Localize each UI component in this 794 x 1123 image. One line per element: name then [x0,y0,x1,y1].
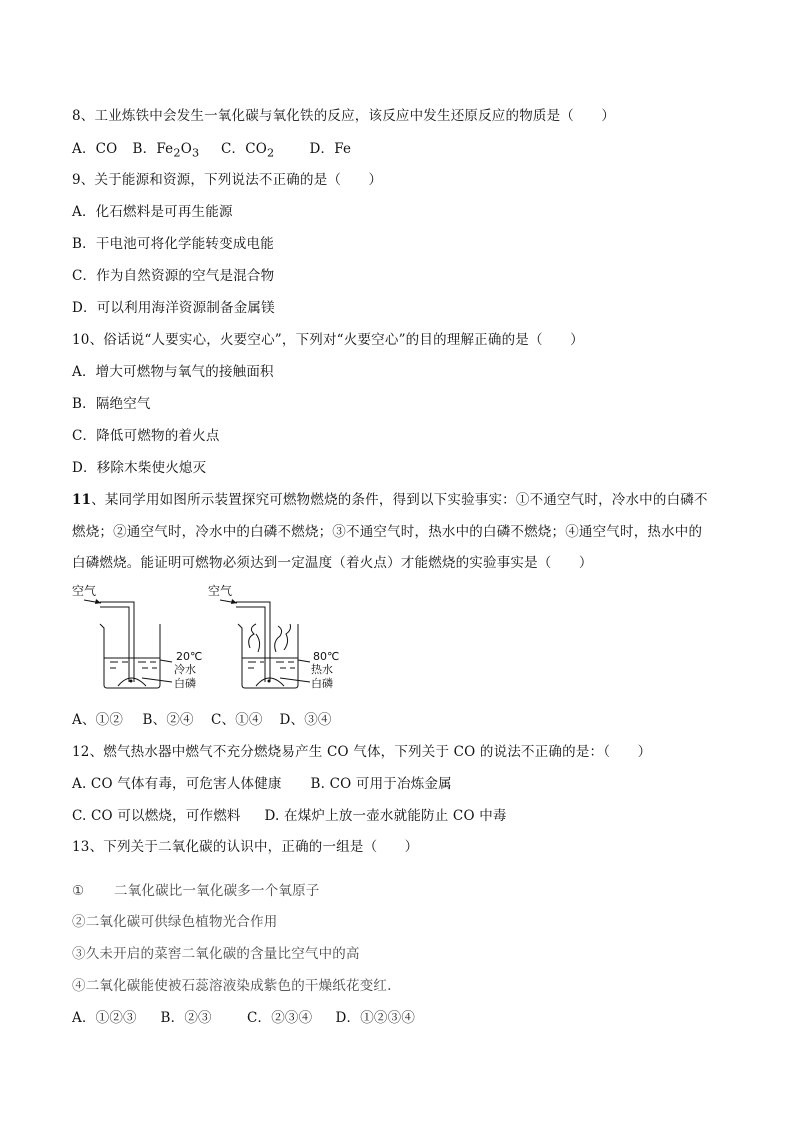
experiment-figure [70,582,370,700]
q13-stem: 13、下列关于二氧化碳的认识中，正确的一组是（ ） [72,839,419,855]
right-air-label: 空气 [208,584,233,598]
left-temp-label: 20℃ [176,650,203,663]
q10-option-a[interactable]: A．增大可燃物与氧气的接触面积 [72,364,274,380]
left-apparatus [72,583,202,690]
q13-option-a[interactable]: A．①②③ [72,1010,137,1026]
q11-options [72,708,332,728]
q13-statement-4: ④二氧化碳能使被石蕊溶液染成紫色的干燥纸花变红. [72,978,392,994]
q8-option-a[interactable]: A．CO [72,141,118,157]
q11-option-c[interactable]: C、①④ [211,712,263,728]
q13-options [72,1006,415,1026]
q11-stem-line3: 白磷燃烧。能证明可燃物必须达到一定温度（着火点）才能燃烧的实验事实是（ ） [72,555,593,571]
q8-options [72,137,351,160]
q9-option-d[interactable]: D．可以利用海洋资源制备金属镁 [72,300,275,316]
q10-option-b[interactable]: B．隔绝空气 [72,396,151,412]
q8-stem: 8、工业炼铁中会发生一氧化碳与氧化铁的反应，该反应中发生还原反应的物质是（ ） [72,108,616,124]
q13-statement-2: ②二氧化碳可供绿色植物光合作用 [72,914,278,930]
q9-option-a[interactable]: A．化石燃料是可再生能源 [72,204,233,220]
q13-statement-1: ① 二氧化碳比一氧化碳多一个氧原子 [72,883,320,899]
q12-option-a[interactable]: A. CO 气体有毒，可危害人体健康 [72,776,282,792]
q11-option-d[interactable]: D、③④ [279,712,332,728]
q13-statement-3: ③久未开启的菜窖二氧化碳的含量比空气中的高 [72,946,360,962]
left-phos-label: 白磷 [174,677,196,690]
q13-option-b[interactable]: B．②③ [160,1010,212,1026]
q9-option-b[interactable]: B．干电池可将化学能转变成电能 [72,236,274,252]
q9-option-c[interactable]: C．作为自然资源的空气是混合物 [72,268,275,284]
right-temp-label: 80℃ [313,650,340,663]
q12-option-c[interactable]: C. CO 可以燃烧，可作燃料 [72,808,241,824]
q12-option-d[interactable]: D. 在煤炉上放一壶水就能防止 CO 中毒 [264,808,507,824]
q13-option-c[interactable]: C．②③④ [247,1010,313,1026]
q10-stem: 10、俗话说“人要实心，火要空心”，下列对“火要空心”的目的理解正确的是（ ） [72,332,584,348]
left-water-label: 冷水 [174,663,196,676]
right-water-label: 热水 [311,663,333,676]
right-phos-label: 白磷 [311,677,333,690]
q10-option-d[interactable]: D．移除木柴使火熄灭 [72,460,207,476]
q9-stem: 9、关于能源和资源，下列说法不正确的是（ ） [72,172,383,188]
q8-option-b[interactable]: B．$Fe_2O_3$ [132,141,200,160]
q12-stem: 12、燃气热水器中燃气不充分燃烧易产生 CO 气体，下列关于 CO 的说法不正确的是：（ ） [72,744,652,760]
q12-options-row1 [72,772,452,792]
q11-stem-line2: 燃烧；②通空气时，冷水中的白磷不燃烧；③不通空气时，热水中的白磷不燃烧；④通空气时，热水中的 [72,524,703,540]
left-air-label: 空气 [72,584,97,598]
q11-option-a[interactable]: A、①② [72,712,124,728]
q12-options-row2 [72,804,507,824]
q11-number: 11 [72,492,92,508]
q10-option-c[interactable]: C．降低可燃物的着火点 [72,428,220,444]
q8-option-d[interactable]: D．Fe [309,141,352,157]
q11-option-b[interactable]: B、②④ [142,712,194,728]
q13-option-d[interactable]: D．①②③④ [335,1010,416,1026]
q12-option-b[interactable]: B. CO 可用于冶炼金属 [310,776,452,792]
q11-stem-line1: 11、某同学用如图所示装置探究可燃物燃烧的条件，得到以下实验事实：①不通空气时，冷水中的白磷不 [72,492,708,508]
right-apparatus [208,583,339,690]
q8-option-c[interactable]: C．$CO_2$ [221,141,275,160]
